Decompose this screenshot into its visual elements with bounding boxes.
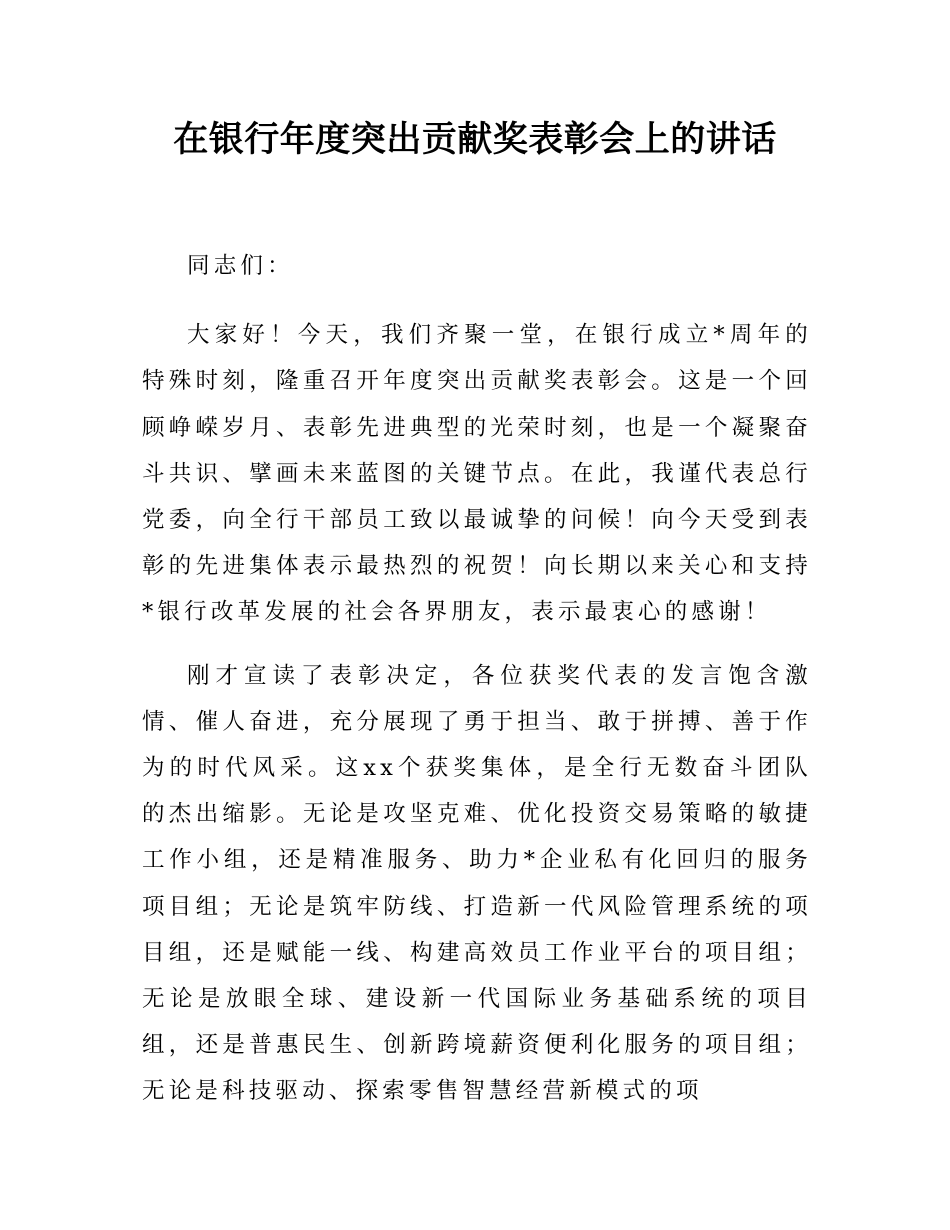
document-body <box>142 243 812 1115</box>
paragraph-opening: 大家好！今天，我们齐聚一堂，在银行成立*周年的特殊时刻，隆重召开年度突出贡献奖表彰会。这是一个回顾峥嵘岁月、表彰先进典型的光荣时刻，也是一个凝聚奋斗共识、擘画未来蓝图的关键节点。在此，我谨代表总行党委，向全行干部员工致以最诚挚的问候！向今天受到表彰的先进集体表示最热烈的祝贺！向长期以来关心和支持*银行改革发展的社会各界朋友，表示最衷心的感谢！ <box>142 322 812 626</box>
paragraph-awards: 刚才宣读了表彰决定，各位获奖代表的发言饱含激情、催人奋进，充分展现了勇于担当、敢于拼搏、善于作为的时代风采。这xx个获奖集体，是全行无数奋斗团队的杰出缩影。无论是攻坚克难、优化投资交易策略的敏捷工作小组，还是精准服务、助力*企业私有化回归的服务项目组；无论是筑牢防线、打造新一代风险管理系统的项目组，还是赋能一线、构建高效员工作业平台的项目组；无论是放眼全球、建设新一代国际业务基础系统的项目组，还是普惠民生、创新跨境薪资便利化服务的项目组；无论是科技驱动、探索零售智慧经营新模式的项 <box>142 662 812 1105</box>
document-title: 在银行年度突出贡献奖表彰会上的讲话 <box>173 119 777 160</box>
salutation: 同志们： <box>187 253 294 279</box>
